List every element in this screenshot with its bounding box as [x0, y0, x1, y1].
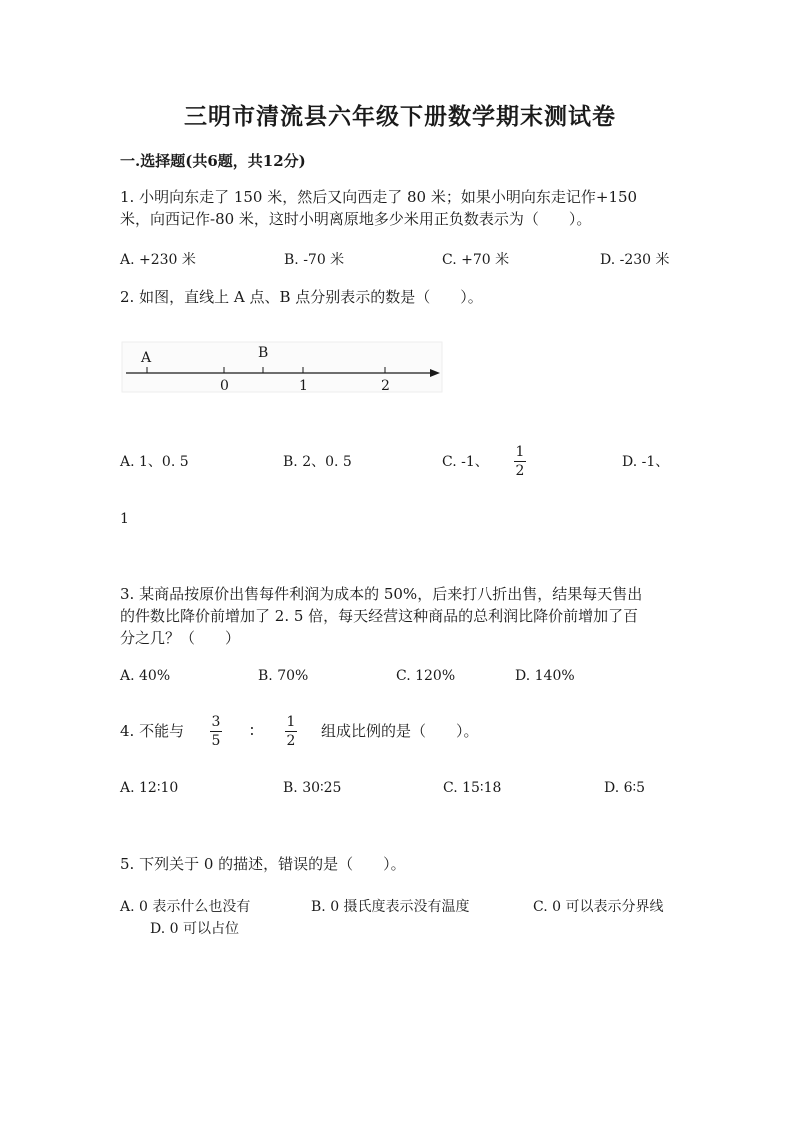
number-line-figure [120, 340, 445, 395]
number-line-frame [122, 342, 442, 392]
question-3-line-2: 的件数比降价前增加了 2. 5 倍，每天经营这种商品的总利润比降价前增加了百 [120, 607, 639, 625]
question-5-option-b[interactable]: B. 0 摄氏度表示没有温度 [311, 899, 470, 915]
section-heading: 一.选择题(共6题，共12分) [120, 152, 306, 170]
question-1-option-c[interactable]: C. +70 米 [442, 252, 510, 268]
page-title: 三明市清流县六年级下册数学期末测试卷 [184, 103, 616, 130]
question-2-option-c[interactable]: C. -1、 [442, 454, 489, 470]
fraction-numerator: 3 [211, 714, 221, 730]
question-4-suffix: 组成比例的是（ ）。 [321, 722, 479, 740]
question-2-option-d-continuation: 1 [120, 511, 129, 527]
question-5-text: 5. 下列关于 0 的描述，错误的是（ ）。 [120, 855, 406, 873]
point-a-label: A [141, 350, 152, 366]
question-3-option-a[interactable]: A. 40% [120, 668, 171, 684]
fraction-denominator: 2 [515, 463, 525, 479]
fraction-bar [514, 461, 526, 462]
question-4-option-d[interactable]: D. 6∶5 [604, 780, 646, 796]
question-4-fraction-2 [285, 714, 297, 749]
question-4-colon: ∶ [250, 722, 254, 740]
question-2-option-d[interactable]: D. -1、 [622, 454, 670, 470]
tick-label-0: 0 [220, 378, 229, 394]
fraction-numerator: 1 [515, 444, 525, 460]
tick-label-1: 1 [299, 378, 308, 394]
question-3-option-d[interactable]: D. 140% [515, 668, 575, 684]
question-1-option-b[interactable]: B. -70 米 [284, 252, 345, 268]
fraction-denominator: 2 [286, 733, 296, 749]
question-5-option-d[interactable]: D. 0 可以占位 [150, 921, 239, 937]
question-1-line-2: 米，向西记作-80 米，这时小明离原地多少米用正负数表示为（ ）。 [120, 210, 592, 228]
question-5-option-a[interactable]: A. 0 表示什么也没有 [120, 899, 251, 915]
question-2-option-c-fraction [514, 444, 526, 479]
question-3-option-c[interactable]: C. 120% [396, 668, 456, 684]
question-4-fraction-1 [210, 714, 222, 749]
fraction-bar [210, 731, 222, 732]
question-3-option-b[interactable]: B. 70% [258, 668, 309, 684]
question-3-line-3: 分之几？（ ） [120, 629, 241, 647]
fraction-numerator: 1 [286, 714, 296, 730]
question-1-option-a[interactable]: A. +230 米 [120, 252, 196, 268]
question-2-option-a[interactable]: A. 1、0. 5 [120, 454, 189, 470]
question-4-prefix: 4. 不能与 [120, 722, 185, 740]
point-b-label: B [258, 345, 269, 361]
tick-label-2: 2 [381, 378, 390, 394]
question-2-option-b[interactable]: B. 2、0. 5 [283, 454, 352, 470]
question-1-option-d[interactable]: D. -230 米 [600, 252, 670, 268]
question-4-option-a[interactable]: A. 12∶10 [120, 780, 179, 796]
question-3-line-1: 3. 某商品按原价出售每件利润为成本的 50%，后来打八折出售，结果每天售出 [120, 585, 643, 603]
question-4-option-c[interactable]: C. 15∶18 [443, 780, 502, 796]
question-4-option-b[interactable]: B. 30∶25 [283, 780, 342, 796]
question-5-option-c[interactable]: C. 0 可以表示分界线 [533, 899, 664, 915]
question-1-line-1: 1. 小明向东走了 150 米，然后又向西走了 80 米；如果小明向东走记作+150 [120, 188, 638, 206]
fraction-bar [285, 731, 297, 732]
fraction-denominator: 5 [211, 733, 221, 749]
question-2-text: 2. 如图，直线上 A 点、B 点分别表示的数是（ ）。 [120, 288, 483, 306]
